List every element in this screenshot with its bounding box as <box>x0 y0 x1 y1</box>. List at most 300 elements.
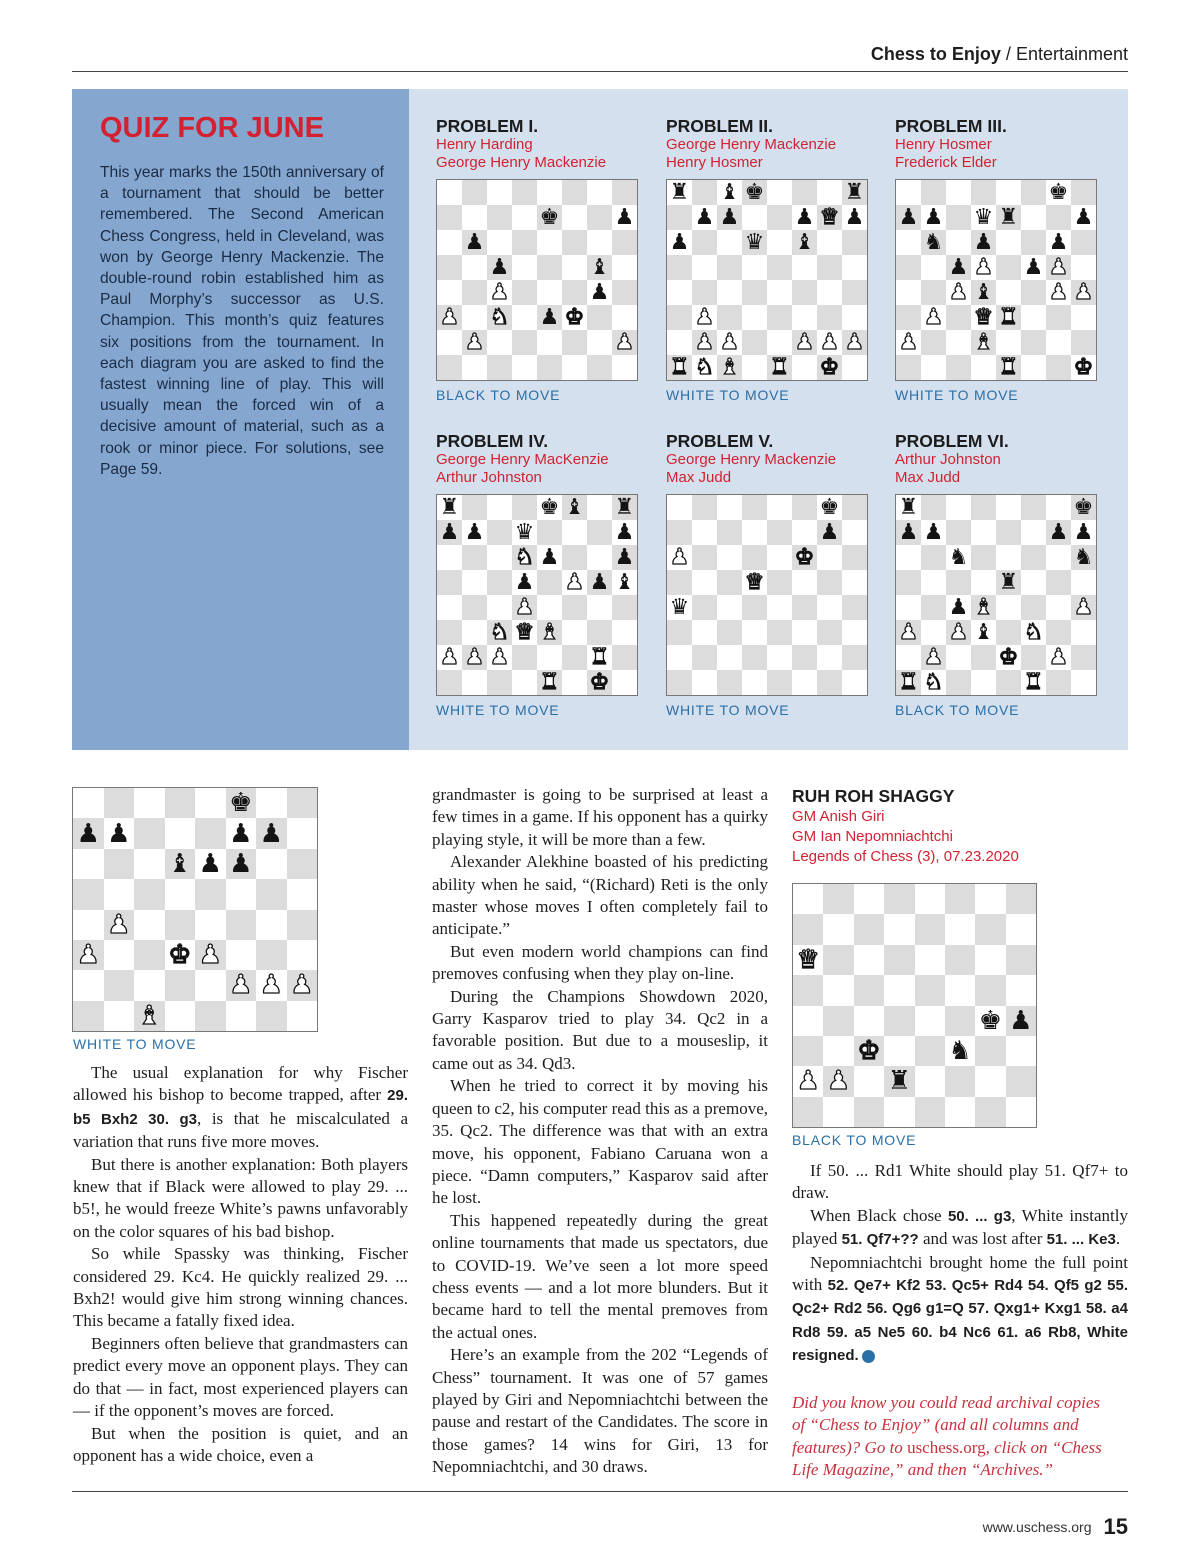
board-square <box>437 670 462 695</box>
problem-title: PROBLEM III. <box>895 116 1007 136</box>
board-square <box>971 570 996 595</box>
board-square <box>512 670 537 695</box>
paragraph: Here’s an example from the 202 “Legends of Chess” tournament. It was one of 57 games played by Giri and Nepomniachtchi between the pause and restart of the Candidates. The score in those games? 14 wins for Giri, 13 for Nepomniachtchi, and 30 draws. <box>432 1345 768 1477</box>
black-rook-icon: ♜ <box>998 569 1019 595</box>
board-square <box>717 330 742 355</box>
board-square <box>512 595 537 620</box>
black-bishop-icon: ♝ <box>589 254 610 280</box>
board-square <box>226 1001 257 1031</box>
black-pawn-icon: ♟ <box>439 519 460 545</box>
board-square <box>104 970 135 1000</box>
white-king-icon: ♚ <box>857 1036 881 1067</box>
board-square <box>915 1006 945 1036</box>
black-queen-icon: ♛ <box>669 594 690 620</box>
board-square <box>884 884 914 914</box>
problem-2-to-move: WHITE TO MOVE <box>666 387 790 403</box>
board-square <box>287 910 318 940</box>
white-pawn-icon: ♟ <box>669 544 690 570</box>
board-square <box>854 945 884 975</box>
board-square <box>587 620 612 645</box>
problem-2 <box>666 116 876 172</box>
black-pawn-icon: ♟ <box>259 818 283 849</box>
board-square <box>1021 570 1046 595</box>
board-square <box>612 355 637 380</box>
board-square <box>854 975 884 1005</box>
black-pawn-icon: ♟ <box>489 254 510 280</box>
board-square <box>767 205 792 230</box>
black-bishop-icon: ♝ <box>719 179 740 205</box>
board-square <box>537 205 562 230</box>
board-square <box>692 645 717 670</box>
board-square <box>667 230 692 255</box>
board-square <box>896 620 921 645</box>
black-pawn-icon: ♟ <box>794 204 815 230</box>
board-square <box>256 970 287 1000</box>
board-square <box>742 305 767 330</box>
header-separator: / <box>1000 44 1016 64</box>
board-square <box>996 180 1021 205</box>
white-rook-icon: ♜ <box>998 304 1019 330</box>
board-square <box>587 595 612 620</box>
white-pawn-icon: ♟ <box>923 304 944 330</box>
board-square <box>437 520 462 545</box>
board-square <box>612 645 637 670</box>
end-of-article-icon: i <box>862 1350 875 1363</box>
black-pawn-icon: ♟ <box>464 519 485 545</box>
board-square <box>717 545 742 570</box>
board-square <box>896 645 921 670</box>
problem-4 <box>436 431 646 487</box>
board-square <box>792 330 817 355</box>
problem-title: PROBLEM V. <box>666 431 774 451</box>
board-square <box>742 670 767 695</box>
board-square <box>226 849 257 879</box>
board-square <box>537 595 562 620</box>
board-square <box>195 818 226 848</box>
uschess-link[interactable]: uschess.org <box>907 1437 986 1457</box>
board-square <box>1071 305 1096 330</box>
board-square <box>437 595 462 620</box>
board-square <box>1046 570 1071 595</box>
board-square <box>793 975 823 1005</box>
board-square <box>587 355 612 380</box>
game-event: Legends of Chess (3), 07.23.2020 <box>792 848 1019 865</box>
board-square <box>692 305 717 330</box>
black-king-icon: ♚ <box>229 788 253 819</box>
board-square <box>792 595 817 620</box>
board-square <box>462 645 487 670</box>
paragraph: But even modern world champions can find premoves confusing when they play on-line. <box>432 941 768 984</box>
board-square <box>896 205 921 230</box>
white-king-icon: ♚ <box>819 354 840 380</box>
board-square <box>842 180 867 205</box>
board-square <box>226 788 257 818</box>
problem-title: PROBLEM IV. <box>436 431 549 451</box>
right-column-text <box>792 1160 1128 1368</box>
white-pawn-icon: ♟ <box>973 254 994 280</box>
white-queen-icon: ♛ <box>973 304 994 330</box>
white-bishop-icon: ♝ <box>973 594 994 620</box>
black-pawn-icon: ♟ <box>589 279 610 305</box>
board-square <box>884 945 914 975</box>
board-square <box>165 910 196 940</box>
board-square <box>792 620 817 645</box>
board-square <box>854 1066 884 1096</box>
board-square <box>1071 645 1096 670</box>
board-square <box>792 495 817 520</box>
board-square <box>1071 180 1096 205</box>
black-knight-icon: ♞ <box>948 1036 972 1067</box>
board-square <box>562 180 587 205</box>
paragraph: This happened repeatedly during the great online tournaments that made us spectators, due to COVID-19. We’ve seen a lot more speed chess events — and a lot more blunders. But it became hard to tell the mental premoves from the actual ones. <box>432 1210 768 1342</box>
white-queen-icon: ♛ <box>514 619 535 645</box>
black-pawn-icon: ♟ <box>229 818 253 849</box>
board-square <box>512 230 537 255</box>
board-square <box>921 620 946 645</box>
board-square <box>742 355 767 380</box>
board-square <box>792 545 817 570</box>
problem-3-to-move: WHITE TO MOVE <box>895 387 1019 403</box>
board-square <box>996 355 1021 380</box>
board-square <box>823 884 853 914</box>
board-square <box>817 620 842 645</box>
board-square <box>512 355 537 380</box>
board-square <box>971 545 996 570</box>
black-pawn-icon: ♟ <box>1009 1005 1033 1036</box>
board-square <box>587 545 612 570</box>
board-square <box>975 1036 1005 1066</box>
board-square <box>612 255 637 280</box>
board-square <box>287 940 318 970</box>
white-bishop-icon: ♝ <box>719 354 740 380</box>
board-square <box>1046 645 1071 670</box>
board-square <box>971 230 996 255</box>
board-square <box>915 1066 945 1096</box>
board-square <box>945 1066 975 1096</box>
black-queen-icon: ♛ <box>514 519 535 545</box>
black-player: GM Ian Nepomniachtchi <box>792 828 953 845</box>
board-square <box>896 305 921 330</box>
board-square <box>587 280 612 305</box>
board-square <box>134 849 165 879</box>
board-square <box>612 495 637 520</box>
board-square <box>537 230 562 255</box>
board-square <box>562 230 587 255</box>
black-pawn-icon: ♟ <box>539 304 560 330</box>
board-square <box>896 255 921 280</box>
board-square <box>667 570 692 595</box>
board-square <box>1021 280 1046 305</box>
board-square <box>792 305 817 330</box>
board-square <box>996 520 1021 545</box>
black-player: George Henry Mackenzie <box>436 154 607 171</box>
board-square <box>667 255 692 280</box>
white-player: GM Anish Giri <box>792 808 885 825</box>
board-square <box>742 545 767 570</box>
white-knight-icon: ♞ <box>694 354 715 380</box>
board-square <box>946 670 971 695</box>
white-bishop-icon: ♝ <box>539 619 560 645</box>
board-square <box>823 914 853 944</box>
board-square <box>975 914 1005 944</box>
white-pawn-icon: ♟ <box>898 329 919 355</box>
board-square <box>562 520 587 545</box>
board-square <box>1071 205 1096 230</box>
board-square <box>587 520 612 545</box>
white-rook-icon: ♜ <box>1023 669 1044 695</box>
board-square <box>537 520 562 545</box>
board-square <box>946 545 971 570</box>
board-square <box>996 645 1021 670</box>
board-square <box>793 1097 823 1127</box>
board-square <box>1046 330 1071 355</box>
board-square <box>742 330 767 355</box>
board-square <box>1071 230 1096 255</box>
black-pawn-icon: ♟ <box>589 569 610 595</box>
board-square <box>996 620 1021 645</box>
board-square <box>134 910 165 940</box>
black-pawn-icon: ♟ <box>923 519 944 545</box>
board-square <box>792 180 817 205</box>
board-square <box>717 670 742 695</box>
white-rook-icon: ♜ <box>539 669 560 695</box>
board-square <box>462 180 487 205</box>
board-square <box>1006 1006 1036 1036</box>
board-square <box>437 255 462 280</box>
white-pawn-icon: ♟ <box>1048 644 1069 670</box>
board-square <box>742 230 767 255</box>
white-rook-icon: ♜ <box>769 354 790 380</box>
white-king-icon: ♚ <box>564 304 585 330</box>
board-square <box>946 595 971 620</box>
black-pawn-icon: ♟ <box>669 229 690 255</box>
white-player: Arthur Johnston <box>895 451 1001 468</box>
board-square <box>842 495 867 520</box>
board-square <box>792 645 817 670</box>
board-square <box>792 570 817 595</box>
archives-promo <box>792 1392 1114 1482</box>
paragraph: So while Spassky was thinking, Fischer considered 29. Kc4. He quickly realized 29. ... Bxh2! would give him strong winning chances. This became a fatally fixed idea. <box>73 1244 408 1331</box>
white-pawn-icon: ♟ <box>439 644 460 670</box>
board-square <box>1021 230 1046 255</box>
move-notation: 29. b5 Bxh2 30. g3 <box>73 1087 408 1128</box>
board-square <box>793 945 823 975</box>
board-square <box>437 355 462 380</box>
black-pawn-icon: ♟ <box>844 204 865 230</box>
footer-url[interactable]: www.uschess.org <box>982 1519 1092 1535</box>
problem-4-board <box>436 494 638 696</box>
board-square <box>792 280 817 305</box>
black-pawn-icon: ♟ <box>514 569 535 595</box>
board-square <box>437 545 462 570</box>
quiz-title: QUIZ FOR JUNE <box>100 112 324 144</box>
board-square <box>562 570 587 595</box>
board-square <box>717 280 742 305</box>
board-square <box>742 620 767 645</box>
board-square <box>742 645 767 670</box>
problem-title: PROBLEM I. <box>436 116 539 136</box>
quiz-intro-text: This year marks the 150th anniversary of a tournament that should be better remembered. The Second American Chess Congress, held in Cleveland, was won by George Henry Mackenzie. The double-round robin established him as Paul Morphy’s successor as U.S. Champion. This month’s quiz features six positions from the tournament. In each diagram you are asked to find the fastest winning line of play. This will usually mean the forced win of a decisive amount of material, such as a rook or minor piece. For solutions, see Page 59. <box>100 164 384 478</box>
board-square <box>667 305 692 330</box>
white-queen-icon: ♛ <box>796 944 820 975</box>
white-queen-icon: ♛ <box>744 569 765 595</box>
board-square <box>767 355 792 380</box>
board-square <box>437 280 462 305</box>
board-square <box>971 620 996 645</box>
board-square <box>226 879 257 909</box>
black-pawn-icon: ♟ <box>1048 229 1069 255</box>
black-knight-icon: ♞ <box>948 544 969 570</box>
black-player: Henry Hosmer <box>666 154 763 171</box>
black-pawn-icon: ♟ <box>229 848 253 879</box>
board-square <box>512 545 537 570</box>
white-pawn-icon: ♟ <box>489 279 510 305</box>
black-player: Max Judd <box>666 469 732 486</box>
board-square <box>462 330 487 355</box>
problem-6-board <box>895 494 1097 696</box>
problem-title: PROBLEM II. <box>666 116 773 136</box>
black-player: Max Judd <box>895 469 961 486</box>
board-square <box>842 545 867 570</box>
white-pawn-icon: ♟ <box>819 329 840 355</box>
board-square <box>537 620 562 645</box>
board-square <box>971 180 996 205</box>
board-square <box>742 520 767 545</box>
board-square <box>842 255 867 280</box>
black-rook-icon: ♜ <box>614 494 635 520</box>
board-square <box>667 670 692 695</box>
board-square <box>587 670 612 695</box>
board-square <box>587 205 612 230</box>
white-pawn-icon: ♟ <box>794 329 815 355</box>
board-square <box>971 205 996 230</box>
board-square <box>792 230 817 255</box>
board-square <box>437 570 462 595</box>
board-square <box>842 355 867 380</box>
board-square <box>462 670 487 695</box>
left-column-text <box>73 1062 408 1467</box>
board-square <box>717 230 742 255</box>
board-square <box>921 495 946 520</box>
board-square <box>195 1001 226 1031</box>
board-square <box>437 620 462 645</box>
black-queen-icon: ♛ <box>744 229 765 255</box>
black-pawn-icon: ♟ <box>107 818 131 849</box>
problem-5-to-move: WHITE TO MOVE <box>666 702 790 718</box>
board-square <box>1046 670 1071 695</box>
white-rook-icon: ♜ <box>669 354 690 380</box>
board-square <box>1046 305 1071 330</box>
board-square <box>1006 1066 1036 1096</box>
paragraph: But when the position is quiet, and an opponent has a wide choice, even a <box>73 1423 408 1465</box>
board-square <box>996 595 1021 620</box>
promo-text-end: , click on “Chess Life Magazine,” and then “Archives.” <box>792 1437 1102 1480</box>
board-square <box>667 280 692 305</box>
white-pawn-icon: ♟ <box>259 970 283 1001</box>
board-square <box>134 788 165 818</box>
white-pawn-icon: ♟ <box>76 940 100 971</box>
board-square <box>437 645 462 670</box>
board-square <box>896 230 921 255</box>
board-square <box>73 970 104 1000</box>
white-bishop-icon: ♝ <box>137 1000 161 1031</box>
white-knight-icon: ♞ <box>489 304 510 330</box>
white-pawn-icon: ♟ <box>614 329 635 355</box>
board-square <box>971 670 996 695</box>
board-square <box>692 230 717 255</box>
paragraph: If 50. ... Rd1 White should play 51. Qf7+ to draw. <box>792 1161 1128 1203</box>
board-square <box>1006 975 1036 1005</box>
move-notation: 52. Qe7+ Kf2 53. Qc5+ Rd4 54. Qf5 g2 55. Qc2+ Rd2 56. Qg6 g1=Q 57. Qxg1+ Kxg1 58. a4 Rd8 59. a5 Ne5 60. b4 Nc6 61. a6 Rb8, White resigned. <box>792 1277 1128 1365</box>
board-square <box>742 570 767 595</box>
board-square <box>1006 1036 1036 1066</box>
board-square <box>256 1001 287 1031</box>
game-info <box>792 807 1019 867</box>
board-square <box>945 1006 975 1036</box>
board-square <box>1046 620 1071 645</box>
board-square <box>562 205 587 230</box>
board-square <box>1021 620 1046 645</box>
board-square <box>817 595 842 620</box>
board-square <box>1006 914 1036 944</box>
board-square <box>256 940 287 970</box>
board-square <box>487 670 512 695</box>
black-king-icon: ♚ <box>744 179 765 205</box>
board-square <box>462 495 487 520</box>
board-square <box>692 545 717 570</box>
black-bishop-icon: ♝ <box>564 494 585 520</box>
board-square <box>792 205 817 230</box>
black-bishop-icon: ♝ <box>973 279 994 305</box>
board-square <box>817 495 842 520</box>
board-square <box>612 570 637 595</box>
board-square <box>692 670 717 695</box>
board-square <box>817 330 842 355</box>
board-square <box>884 1036 914 1066</box>
board-square <box>195 940 226 970</box>
white-pawn-icon: ♟ <box>489 644 510 670</box>
board-square <box>1046 230 1071 255</box>
board-square <box>945 1036 975 1066</box>
board-square <box>692 570 717 595</box>
board-square <box>437 180 462 205</box>
board-square <box>1071 280 1096 305</box>
board-square <box>896 330 921 355</box>
board-square <box>767 305 792 330</box>
board-square <box>537 645 562 670</box>
board-square <box>487 230 512 255</box>
white-knight-icon: ♞ <box>1023 619 1044 645</box>
board-square <box>767 280 792 305</box>
board-square <box>793 884 823 914</box>
board-square <box>165 940 196 970</box>
board-square <box>717 205 742 230</box>
black-pawn-icon: ♟ <box>614 544 635 570</box>
board-square <box>921 255 946 280</box>
board-square <box>1021 670 1046 695</box>
board-square <box>975 884 1005 914</box>
black-rook-icon: ♜ <box>887 1066 911 1097</box>
white-pawn-icon: ♟ <box>290 970 314 1001</box>
board-square <box>792 355 817 380</box>
black-bishop-icon: ♝ <box>973 619 994 645</box>
problem-title: PROBLEM VI. <box>895 431 1009 451</box>
board-square <box>73 879 104 909</box>
board-square <box>767 255 792 280</box>
board-square <box>1071 355 1096 380</box>
white-knight-icon: ♞ <box>489 619 510 645</box>
board-square <box>537 545 562 570</box>
